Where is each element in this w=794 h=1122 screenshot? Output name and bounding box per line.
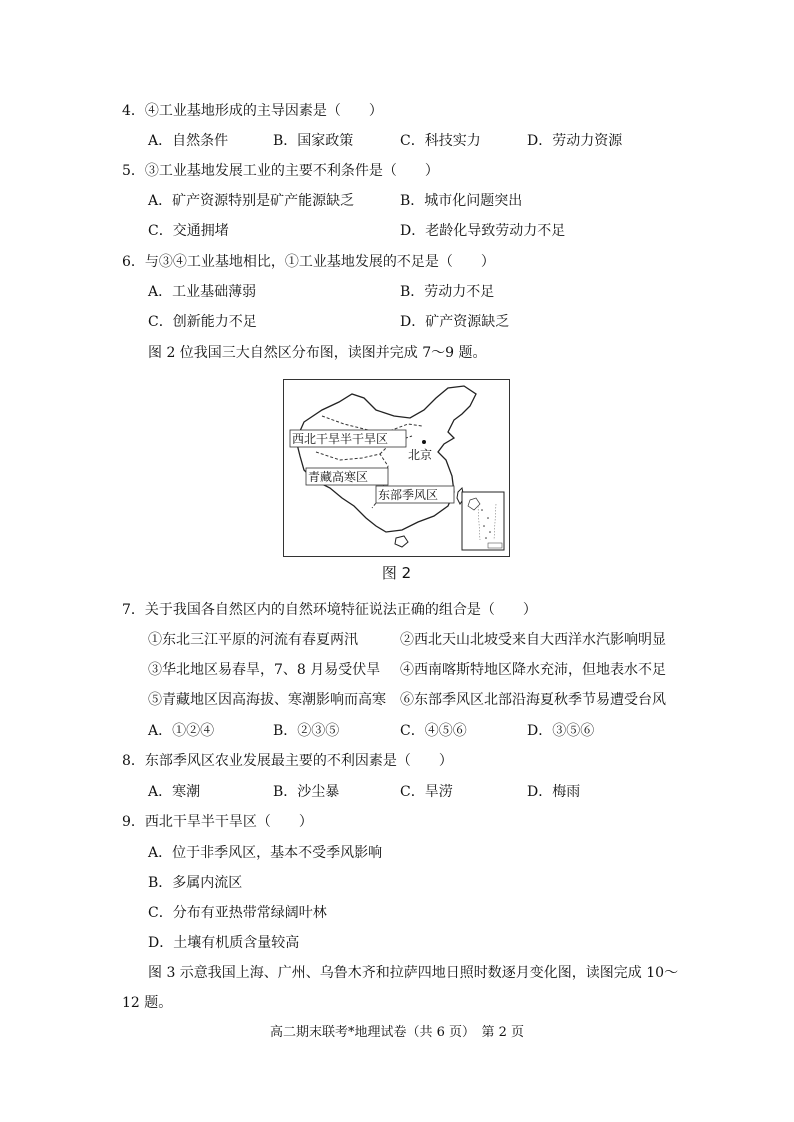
- q9-option-c: C．分布有亚热带常绿阔叶林: [148, 905, 327, 921]
- region-label-tibet: 青藏高寒区: [308, 470, 369, 484]
- beijing-marker: [422, 440, 426, 444]
- q4-option-c: C．科技实力: [400, 133, 481, 149]
- q6-option-a: A．工业基础薄弱: [148, 284, 257, 300]
- city-label-beijing: 北京: [408, 448, 433, 462]
- q7-stem: 7．关于我国各自然区内的自然环境特征说法正确的组合是（ ）: [122, 602, 537, 618]
- q8-stem: 8．东部季风区农业发展最主要的不利因素是（ ）: [122, 753, 453, 769]
- region-label-east: 东部季风区: [378, 488, 439, 502]
- q6-option-d: D．矿产资源缺乏: [400, 314, 510, 330]
- region-label-northwest: 西北干旱半干旱区: [292, 432, 389, 446]
- q7-option-a: A．①②④: [148, 723, 215, 739]
- q4-option-d: D．劳动力资源: [527, 133, 623, 149]
- q9-option-a: A．位于非季风区，基本不受季风影响: [148, 845, 383, 861]
- q8-option-b: B．沙尘暴: [273, 784, 340, 800]
- figure3-intro-line2: 12 题。: [122, 995, 173, 1011]
- q8-option-d: D．梅雨: [527, 784, 581, 800]
- figure2-intro: 图 2 位我国三大自然区分布图，读图并完成 7～9 题。: [148, 345, 487, 361]
- q6-stem: 6．与③④工业基地相比，①工业基地发展的不足是（ ）: [122, 254, 495, 270]
- q7-statement-1: ①东北三江平原的河流有春夏两汛: [148, 632, 358, 648]
- q6-option-c: C．创新能力不足: [148, 314, 257, 330]
- q7-option-c: C．④⑤⑥: [400, 723, 467, 739]
- figure2-caption: 图 2: [381, 564, 412, 582]
- page-footer: 高二期末联考*地理试卷（共 6 页） 第 2 页: [269, 1025, 525, 1040]
- q9-stem: 9．西北干旱半干旱区（ ）: [122, 814, 313, 830]
- q4-option-b: B．国家政策: [273, 133, 354, 149]
- q7-statement-2: ②西北天山北坡受来自大西洋水汽影响明显: [400, 632, 666, 648]
- q7-option-d: D．③⑤⑥: [527, 723, 595, 739]
- q7-statement-4: ④西南喀斯特地区降水充沛，但地表水不足: [400, 662, 666, 678]
- q5-option-b: B．城市化问题突出: [400, 193, 523, 209]
- figure3-intro-line1: 图 3 示意我国上海、广州、乌鲁木齐和拉萨四地日照时数逐月变化图，读图完成 10～: [148, 965, 679, 981]
- q5-stem: 5．③工业基地发展工业的主要不利条件是（ ）: [122, 163, 439, 179]
- q9-option-d: D．土壤有机质含量较高: [148, 935, 300, 951]
- q8-option-a: A．寒潮: [148, 784, 201, 800]
- q6-option-b: B．劳动力不足: [400, 284, 495, 300]
- q5-option-a: A．矿产资源特别是矿产能源缺乏: [148, 193, 355, 209]
- china-outline: [296, 386, 476, 532]
- q5-option-d: D．老龄化导致劳动力不足: [400, 223, 566, 239]
- q4-option-a: A．自然条件: [148, 133, 229, 149]
- figure2-map: [283, 379, 510, 557]
- q7-statement-6: ⑥东部季风区北部沿海夏秋季节易遭受台风: [400, 692, 666, 708]
- q7-statement-3: ③华北地区易春旱，7、8 月易受伏旱: [148, 662, 381, 678]
- q8-option-c: C．旱涝: [400, 784, 453, 800]
- q4-stem: 4．④工业基地形成的主导因素是（ ）: [122, 103, 383, 119]
- q7-statement-5: ⑤青藏地区因高海拔、寒潮影响而高寒: [148, 692, 386, 708]
- hainan-island: [395, 536, 408, 547]
- q7-option-b: B．②③⑤: [273, 723, 340, 739]
- south-china-sea-inset: [462, 492, 504, 550]
- q5-option-c: C．交通拥堵: [148, 223, 229, 239]
- q9-option-b: B．多属内流区: [148, 875, 243, 891]
